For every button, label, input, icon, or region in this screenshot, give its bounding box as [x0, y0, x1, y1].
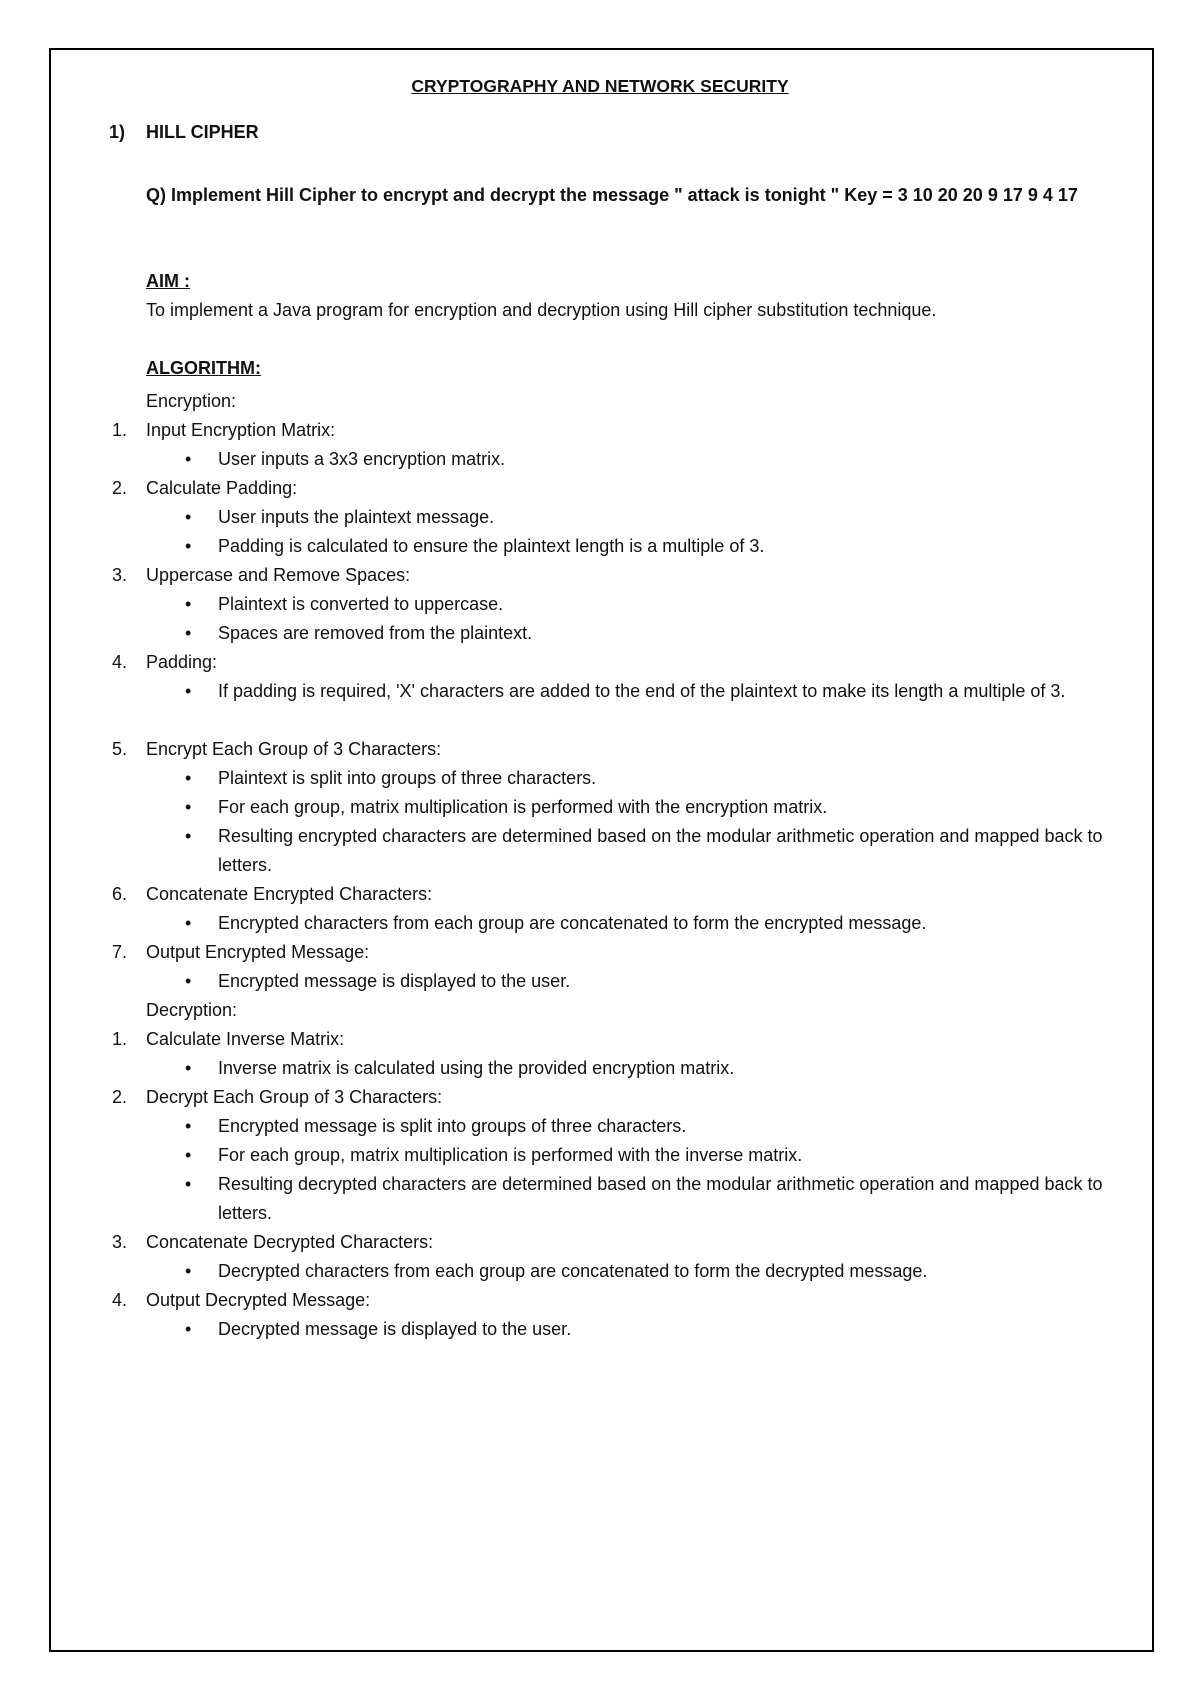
- bullet-text: User inputs the plaintext message.: [218, 507, 495, 527]
- step-title: Concatenate Decrypted Characters:: [146, 1232, 434, 1252]
- step-title: Concatenate Encrypted Characters:: [146, 884, 433, 904]
- algorithm-heading: ALGORITHM:: [146, 358, 261, 378]
- bullet-text: Encrypted message is displayed to the user.: [218, 971, 571, 991]
- step-number: 6.: [112, 884, 128, 904]
- step-title: Calculate Inverse Matrix:: [146, 1029, 345, 1049]
- aim-heading: AIM :: [146, 271, 190, 291]
- step-title: Output Encrypted Message:: [146, 942, 370, 962]
- bullet-text: Inverse matrix is calculated using the provided encryption matrix.: [218, 1058, 735, 1078]
- step-number: 2.: [112, 478, 128, 498]
- bullet-dot-icon: •: [185, 449, 192, 469]
- section-number: 1): [109, 122, 126, 142]
- document-title: CRYPTOGRAPHY AND NETWORK SECURITY: [411, 76, 789, 96]
- step-number: 7.: [112, 942, 128, 962]
- bullet-dot-icon: •: [185, 536, 192, 556]
- step-title: Decrypt Each Group of 3 Characters:: [146, 1087, 443, 1107]
- step-title: Uppercase and Remove Spaces:: [146, 565, 411, 585]
- bullet-dot-icon: •: [185, 1261, 192, 1281]
- bullet-text: Spaces are removed from the plaintext.: [218, 623, 533, 643]
- step-title: Output Decrypted Message:: [146, 1290, 371, 1310]
- step-title: Padding:: [146, 652, 218, 672]
- bullet-text: Resulting decrypted characters are determined based on the modular arithmetic operation and mapped back to letters.: [218, 1174, 1103, 1223]
- bullet-dot-icon: •: [185, 768, 192, 788]
- bullet-text: User inputs a 3x3 encryption matrix.: [218, 449, 506, 469]
- bullet-text: Resulting encrypted characters are determined based on the modular arithmetic operation and mapped back to letters.: [218, 826, 1103, 875]
- encryption-step: [0, 735, 1200, 764]
- decryption-step: [0, 1286, 1200, 1315]
- encryption-step: [0, 938, 1200, 967]
- decryption-step: [0, 1228, 1200, 1257]
- bullet-dot-icon: •: [185, 913, 192, 933]
- bullet-text: For each group, matrix multiplication is performed with the inverse matrix.: [218, 1145, 803, 1165]
- decryption-step: [0, 1083, 1200, 1112]
- bullet-dot-icon: •: [185, 1319, 192, 1339]
- step-number: 1.: [112, 420, 128, 440]
- bullet-dot-icon: •: [185, 1145, 192, 1165]
- step-number: 5.: [112, 739, 128, 759]
- step-number: 3.: [112, 1232, 128, 1252]
- bullet-text: If padding is required, 'X' characters are added to the end of the plaintext to make its length a multiple of 3.: [218, 681, 1066, 701]
- bullet-text: Decrypted characters from each group are concatenated to form the decrypted message.: [218, 1261, 928, 1281]
- step-title: Calculate Padding:: [146, 478, 298, 498]
- bullet-dot-icon: •: [185, 1058, 192, 1078]
- bullet-text: For each group, matrix multiplication is performed with the encryption matrix.: [218, 797, 828, 817]
- bullet-dot-icon: •: [185, 1116, 192, 1136]
- decryption-label: Decryption:: [146, 1000, 238, 1020]
- bullet-dot-icon: •: [185, 971, 192, 991]
- question-text: Q) Implement Hill Cipher to encrypt and decrypt the message " attack is tonight " Key = 3 10 20 20 9 17 9 4 17: [146, 185, 1078, 205]
- bullet-dot-icon: •: [185, 507, 192, 527]
- section-title: HILL CIPHER: [146, 122, 259, 142]
- bullet-dot-icon: •: [185, 681, 192, 701]
- bullet-dot-icon: •: [185, 623, 192, 643]
- encryption-step: [0, 474, 1200, 503]
- bullet-text: Padding is calculated to ensure the plaintext length is a multiple of 3.: [218, 536, 765, 556]
- encryption-step: [0, 561, 1200, 590]
- decryption-step: [0, 1025, 1200, 1054]
- bullet-text: Encrypted characters from each group are concatenated to form the encrypted message.: [218, 913, 927, 933]
- bullet-text: Decrypted message is displayed to the user.: [218, 1319, 572, 1339]
- step-number: 4.: [112, 1290, 128, 1310]
- step-number: 3.: [112, 565, 128, 585]
- bullet-dot-icon: •: [185, 594, 192, 614]
- aim-text: To implement a Java program for encryption and decryption using Hill cipher substitution technique.: [146, 300, 937, 320]
- step-number: 2.: [112, 1087, 128, 1107]
- step-number: 1.: [112, 1029, 128, 1049]
- encryption-step: [0, 648, 1200, 677]
- bullet-text: Encrypted message is split into groups of three characters.: [218, 1116, 687, 1136]
- step-title: Encrypt Each Group of 3 Characters:: [146, 739, 442, 759]
- encryption-step: [0, 880, 1200, 909]
- bullet-dot-icon: •: [185, 797, 192, 817]
- step-title: Input Encryption Matrix:: [146, 420, 336, 440]
- bullet-dot-icon: •: [185, 1174, 192, 1194]
- bullet-text: Plaintext is split into groups of three characters.: [218, 768, 597, 788]
- encryption-label: Encryption:: [146, 391, 237, 411]
- encryption-step: [0, 416, 1200, 445]
- bullet-dot-icon: •: [185, 826, 192, 846]
- step-number: 4.: [112, 652, 128, 672]
- bullet-text: Plaintext is converted to uppercase.: [218, 594, 504, 614]
